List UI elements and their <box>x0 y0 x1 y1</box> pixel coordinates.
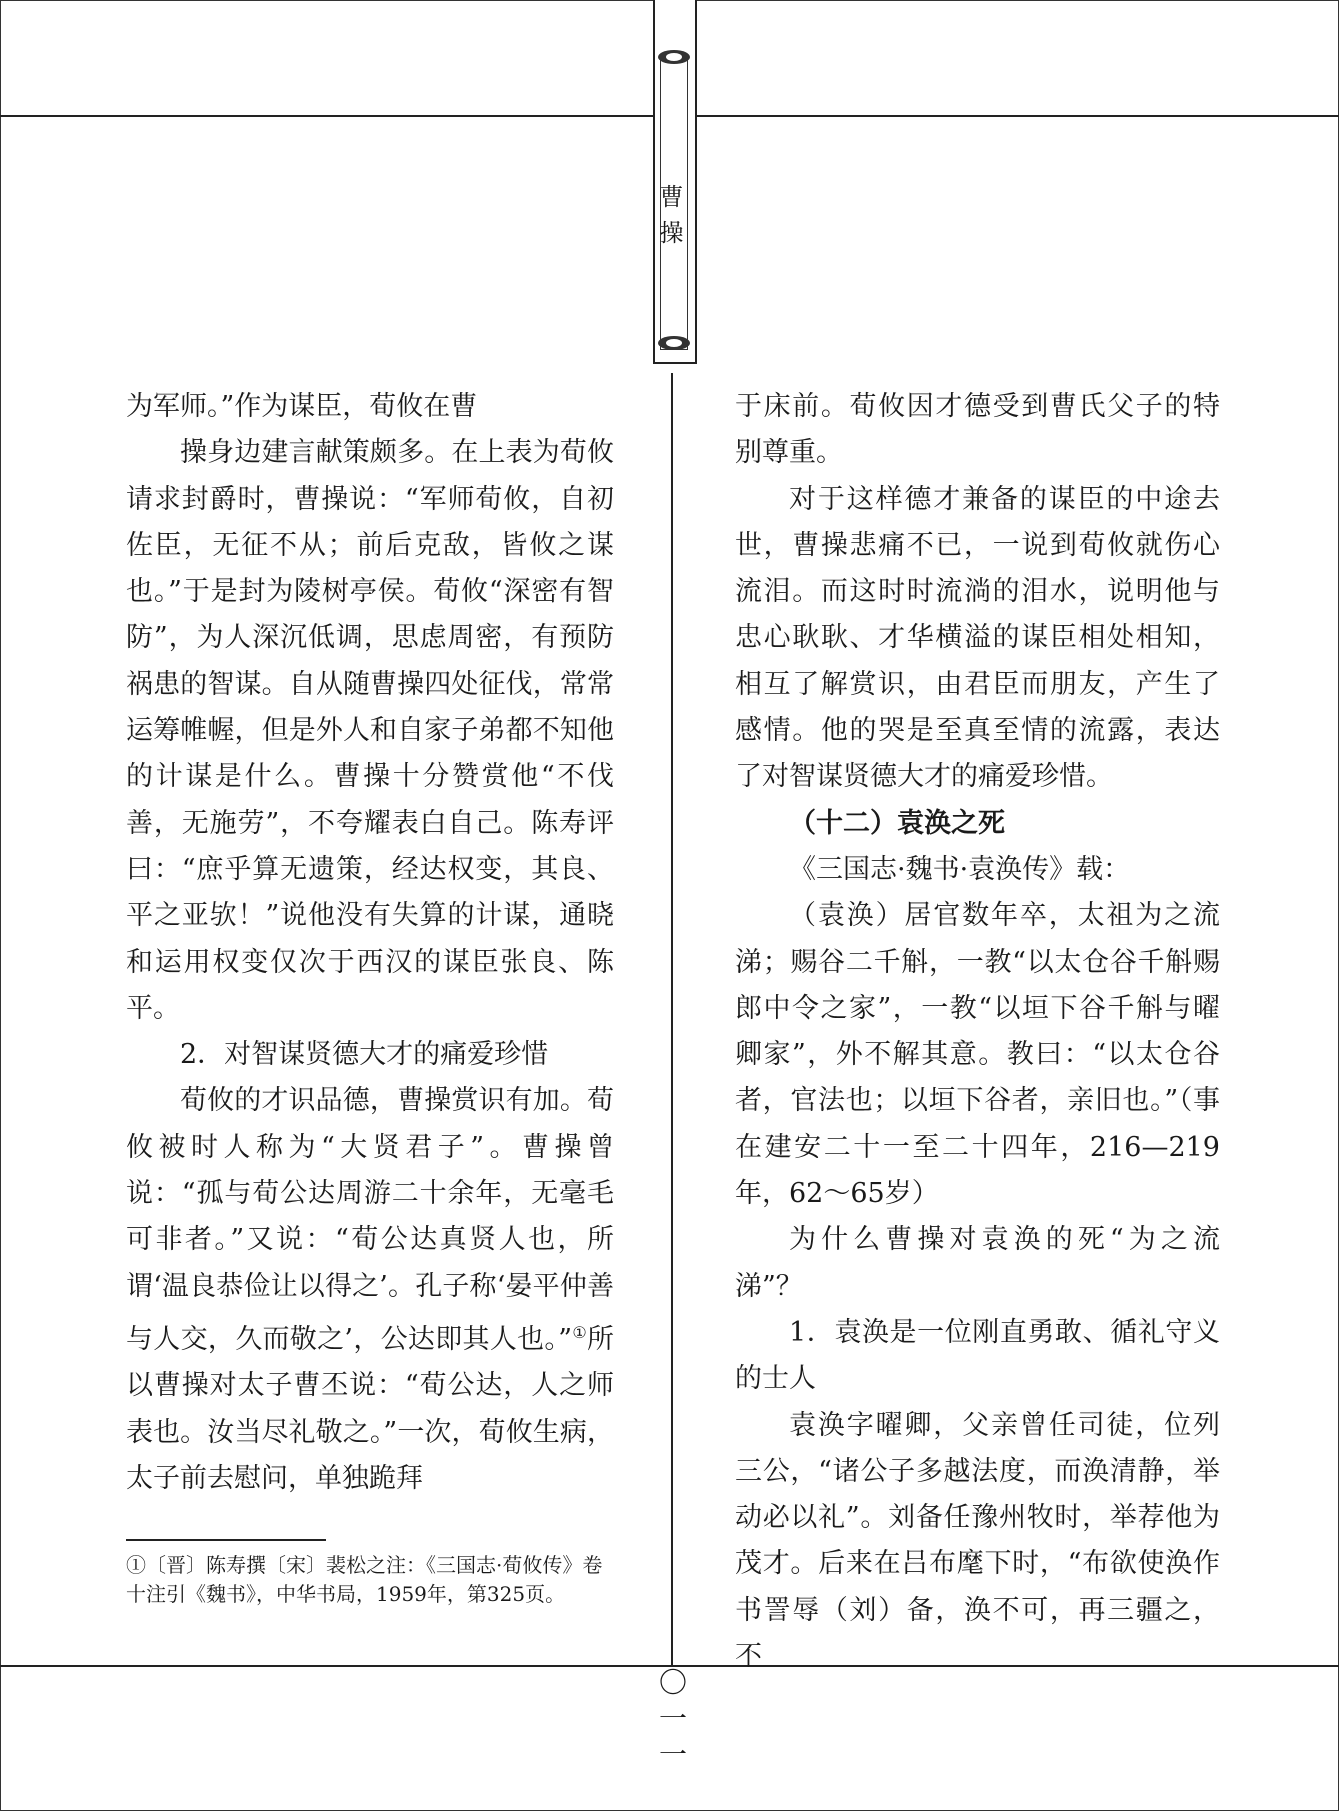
paragraph-text: 荀攸的才识品德，曹操赏识有加。荀攸被时人称为“大贤君子”。曹操曾说：“孤与荀公达周游二十余年，无毫毛可非者。”又说：“荀公达真贤人也，所谓‘温良恭俭让以得之’。孔子称‘晏平仲善与人交，久而敬之’，公达即其人也。” <box>126 1085 614 1355</box>
section-heading: （十二）袁涣之死 <box>789 807 1005 839</box>
section-heading: 2．对智谋贤德大才的痛爱珍惜 <box>180 1039 549 1071</box>
block-quote: （袁涣）居官数年卒，太祖为之流涕；赐谷二千斛，一教“以太仓谷千斛赐郎中令之家”，一教“以垣下谷千斛与曜卿家”，外不解其意。教曰：“以太仓谷者，官法也；以垣下谷者，亲旧也。”（事在建安二十一至二十四年，216—219年，62～65岁） <box>735 900 1220 1210</box>
page-number: 〇一一 <box>658 1666 687 1771</box>
source-citation: 《三国志·魏书·袁涣传》载： <box>789 853 1131 885</box>
footnote-rule <box>126 1539 326 1541</box>
ornament-top-icon <box>658 50 690 64</box>
right-column <box>735 384 1220 1680</box>
paragraph: 为军师。”作为谋臣，荀攸在曹 <box>126 391 478 422</box>
paragraph-text: 所以曹操对太子曹丕说：“荀公达，人之师表也。汝当尽礼敬之。”一次，荀攸生病，太子前去慰问，单独跪拜 <box>126 1323 614 1494</box>
chapter-tab <box>653 0 697 364</box>
section-heading: 1．袁涣是一位刚直勇敢、循礼守义的士人 <box>735 1316 1220 1395</box>
footnote-marker: ① <box>572 1322 587 1342</box>
ornament-bottom-icon <box>658 336 690 350</box>
paragraph: 袁涣字曜卿，父亲曾任司徒，位列三公，“诸公子多越法度，而涣清静，举动必以礼”。刘备任豫州牧时，举荐他为茂才。后来在吕布麾下时，“布欲使涣作书詈辱（刘）备，涣不可，再三疆之，不 <box>735 1409 1220 1673</box>
footnote: ①〔晋〕陈寿撰〔宋〕裴松之注：《三国志·荀攸传》卷十注引《魏书》，中华书局，1959年，第325页。 <box>126 1553 603 1606</box>
column-divider <box>671 373 673 1667</box>
paragraph: 操身边建言献策颇多。在上表为荀攸请求封爵时，曹操说：“军师荀攸，自初佐臣，无征不从；前后克敌，皆攸之谋也。”于是封为陵树亭侯。荀攸“深密有智防”，为人深沉低调，思虑周密，有预防祸患的智谋。自从随曹操四处征伐，常常运筹帷幄，但是外人和自家子弟都不知他的计谋是什么。曹操十分赞赏他“不伐善，无施劳”，不夸耀表白自己。陈寿评曰：“庶乎算无遗策，经达权变，其良、平之亚欤！”说他没有失算的计谋，通晓和运用权变仅次于西汉的谋臣张良、陈平。 <box>126 437 614 1024</box>
paragraph <box>126 1078 614 1502</box>
paragraph: 为什么曹操对袁涣的死“为之流涕”？ <box>735 1224 1220 1302</box>
left-column <box>126 384 614 1502</box>
paragraph: 对于这样德才兼备的谋臣的中途去世，曹操悲痛不已，一说到荀攸就伤心流泪。而这时时流淌的泪水，说明他与忠心耿耿、才华横溢的谋臣相处相知，相互了解赏识，由君臣而朋友，产生了感情。他的哭是至真至情的流露，表达了对智谋贤德大才的痛爱珍惜。 <box>735 483 1220 793</box>
chapter-title: 曹操 <box>655 184 683 256</box>
paragraph: 于床前。荀攸因才德受到曹氏父子的特别尊重。 <box>735 391 1220 469</box>
